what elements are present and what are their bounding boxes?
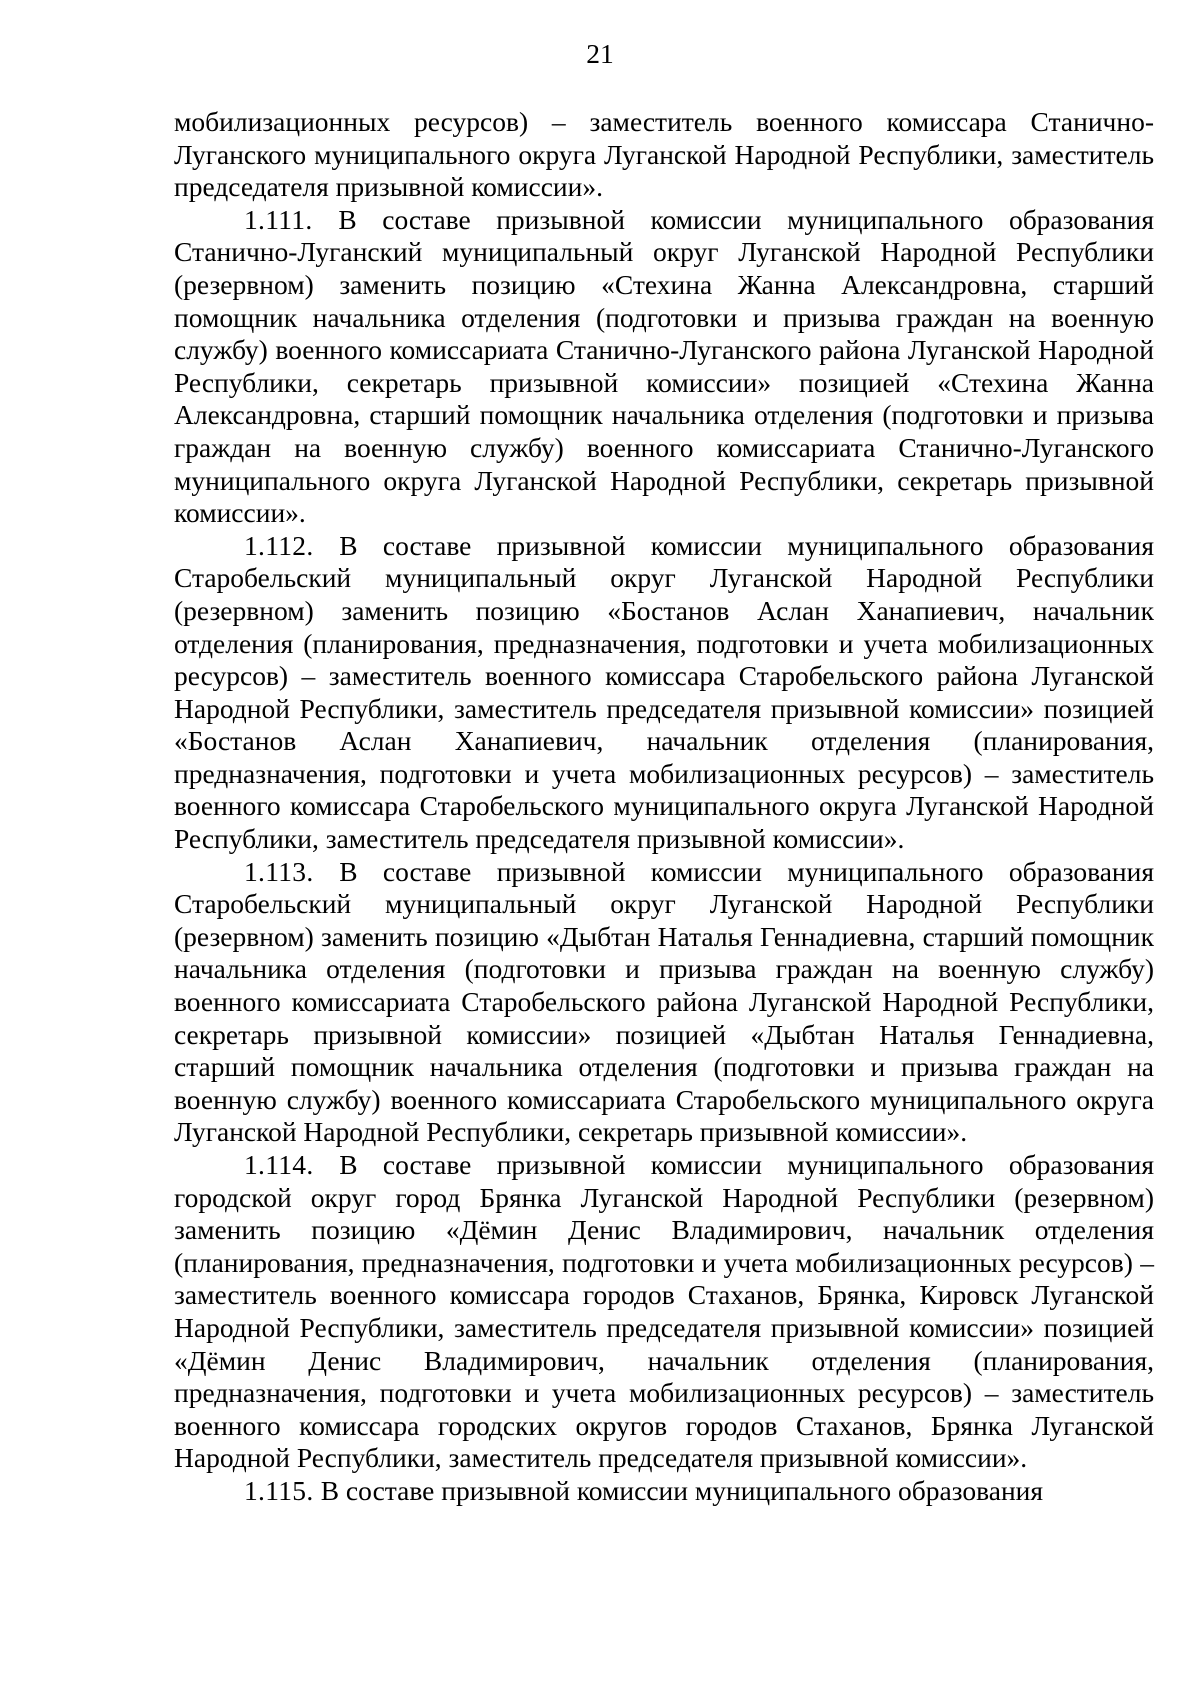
paragraph-1-114 bbox=[174, 1149, 1154, 1475]
paragraph-number: 1.113. bbox=[244, 855, 340, 887]
paragraph-text: В составе призывной комиссии муниципального образования Станично-Луганский муниципальный округ Луганской Народной Республики (резервном) заменить позицию «Стехина Жанна Александровна, старший помощник начальника отделения (подготовки и призыва граждан на военную службу) военного комиссариата Станично-Луганского района Луганской Народной Республики, секретарь призывной комиссии» позицией «Стехина Жанна Александровна, старший помощник начальника отделения (подготовки и призыва граждан на военную службу) военного комиссариата Станично-Луганского муниципального округа Луганской Народной Республики, секретарь призывной комиссии». bbox=[174, 203, 1154, 529]
paragraph-1-111 bbox=[174, 204, 1154, 530]
paragraph-1-112 bbox=[174, 530, 1154, 856]
document-body bbox=[174, 106, 1154, 1508]
paragraph-text: В составе призывной комиссии муниципального образования Старобельский муниципальный округ Луганской Народной Республики (резервном) заменить позицию «Бостанов Аслан Ханапиевич, начальник отделения (планирования, предназначения, подготовки и учета мобилизационных ресурсов) – заместитель военного комиссара Старобельского района Луганской Народной Республики, заместитель председателя призывной комиссии» позицией «Бостанов Аслан Ханапиевич, начальник отделения (планирования, предназначения, подготовки и учета мобилизационных ресурсов) – заместитель военного комиссара Старобельского муниципального округа Луганской Народной Республики, заместитель председателя призывной комиссии». bbox=[174, 529, 1154, 855]
paragraph-number: 1.115. bbox=[244, 1474, 321, 1506]
paragraph-1-115 bbox=[174, 1475, 1154, 1508]
paragraph-number: 1.111. bbox=[244, 203, 339, 235]
paragraph-text: В составе призывной комиссии муниципального образования Старобельский муниципальный округ Луганской Народной Республики (резервном) заменить позицию «Дыбтан Наталья Геннадиевна, старший помощник начальника отделения (подготовки и призыва граждан на военную службу) военного комиссариата Старобельского района Луганской Народной Республики, секретарь призывной комиссии» позицией «Дыбтан Наталья Геннадиевна, старший помощник начальника отделения (подготовки и призыва граждан на военную службу) военного комиссариата Старобельского муниципального округа Луганской Народной Республики, секретарь призывной комиссии». bbox=[174, 855, 1154, 1148]
paragraph-text: В составе призывной комиссии муниципального образования bbox=[320, 1474, 1044, 1506]
page-number: 21 bbox=[586, 38, 614, 69]
paragraph-continuation bbox=[174, 106, 1154, 204]
paragraph-text: В составе призывной комиссии муниципального образования городской округ город Брянка Луганской Народной Республики (резервном) заменить позицию «Дёмин Денис Владимирович, начальник отделения (планирования, предназначения, подготовки и учета мобилизационных ресурсов) – заместитель военного комиссара городов Стаханов, Брянка, Кировск Луганской Народной Республики, заместитель председателя призывной комиссии» позицией «Дёмин Денис Владимирович, начальник отделения (планирования, предназначения, подготовки и учета мобилизационных ресурсов) – заместитель военного комиссара городских округов городов Стаханов, Брянка Луганской Народной Республики, заместитель председателя призывной комиссии». bbox=[174, 1149, 1154, 1474]
paragraph-number: 1.112. bbox=[244, 529, 340, 561]
paragraph-number: 1.114. bbox=[244, 1149, 340, 1180]
paragraph-1-113 bbox=[174, 856, 1154, 1149]
paragraph-text: мобилизационных ресурсов) – заместитель военного комиссара Станично-Луганского муниципального округа Луганской Народной Республики, заместитель председателя призывной комиссии». bbox=[174, 106, 1154, 203]
